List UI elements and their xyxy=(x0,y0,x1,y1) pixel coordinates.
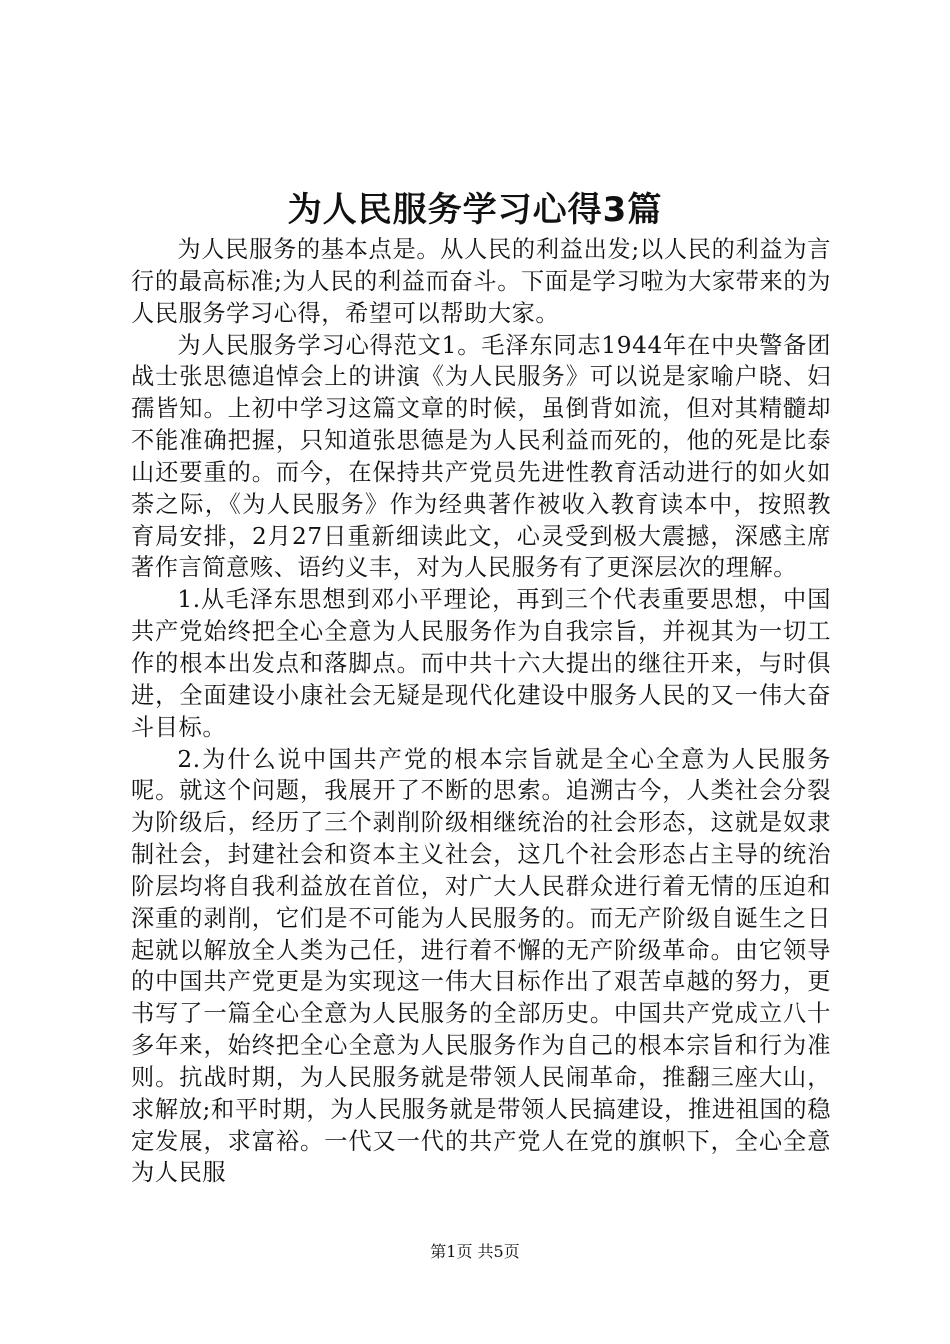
paragraph-point-1: 1.从毛泽东思想到邓小平理论，再到三个代表重要思想，中国共产党始终把全心全意为人民服务作为自我宗旨，并视其为一切工作的根本出发点和落脚点。而中共十六大提出的继往开来，与时俱进，全面建设小康社会无疑是现代化建设中服务人民的又一伟大奋斗目标。 xyxy=(131,586,831,741)
paragraph-intro: 为人民服务的基本点是。从人民的利益出发;以人民的利益为言行的最高标准;为人民的利益而奋斗。下面是学习啦为大家带来的为人民服务学习心得，希望可以帮助大家。 xyxy=(131,236,831,327)
paragraph-point-2: 2.为什么说中国共产党的根本宗旨就是全心全意为人民服务呢。就这个问题，我展开了不断的思索。追溯古今，人类社会分裂为阶级后，经历了三个剥削阶级相继统治的社会形态，这就是奴隶制社会，封建社会和资本主义社会，这几个社会形态占主导的统治阶层均将自我利益放在首位，对广大人民群众进行着无情的压迫和深重的剥削，它们是不可能为人民服务的。而无产阶级自诞生之日起就以解放全人类为己任，进行着不懈的无产阶级革命。由它领导的中国共产党更是为实现这一伟大目标作出了艰苦卓越的努力，更书写了一篇全心全意为人民服务的全部历史。中国共产党成立八十多年来，始终把全心全意为人民服务作为自己的根本宗旨和行为准则。抗战时期，为人民服务就是带领人民闹革命，推翻三座大山，求解放;和平时期，为人民服务就是带领人民搞建设，推进祖国的稳定发展，求富裕。一代又一代的共产党人在党的旗帜下，全心全意为人民服 xyxy=(131,745,831,1187)
paragraph-essay-1: 为人民服务学习心得范文1。毛泽东同志1944年在中央警备团战士张思德追悼会上的讲演《为人民服务》可以说是家喻户晓、妇孺皆知。上初中学习这篇文章的时候，虽倒背如流，但对其精髓却不能准确把握，只知道张思德是为人民利益而死的，他的死是比泰山还要重的。而今，在保持共产党员先进性教育活动进行的如火如荼之际，《为人民服务》作为经典著作被收入教育读本中，按照教育局安排，2月27日重新细读此文，心灵受到极大震撼，深感主席著作言简意赅、语约义丰，对为人民服务有了更深层次的理解。 xyxy=(131,331,831,582)
document-title: 为人民服务学习心得3篇 xyxy=(287,190,663,230)
document-body xyxy=(131,234,831,1189)
page-footer: 第1页 共5页 xyxy=(430,1242,520,1261)
